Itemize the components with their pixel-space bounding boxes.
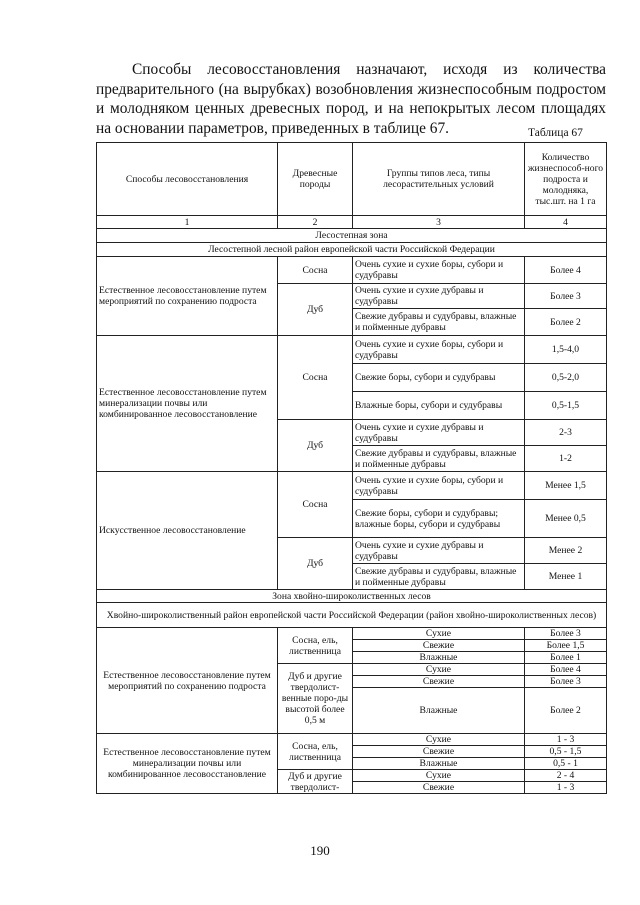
forest-type-cell: Влажные [353,688,525,734]
forest-type-cell: Свежие [353,676,525,688]
forest-type-cell: Очень сухие и сухие дубравы и судубравы [353,538,525,564]
species-cell: Сосна [278,336,353,420]
quantity-cell: 1-2 [525,446,607,472]
table-row [97,628,607,640]
quantity-cell: Менее 1,5 [525,472,607,500]
quantity-cell: Более 4 [525,257,607,284]
quantity-cell: 1 - 3 [525,734,607,746]
header-forest-types: Группы типов леса, типы лесорастительных условий [353,143,525,216]
region-title: Лесостепной лесной район европейской части Российской Федерации [97,243,607,257]
forest-type-cell: Очень сухие и сухие боры, субори и судубравы [353,472,525,500]
forest-type-cell: Сухие [353,628,525,640]
forest-type-cell: Свежие [353,782,525,794]
quantity-cell: 2-3 [525,420,607,446]
forest-type-cell: Очень сухие и сухие дубравы и судубравы [353,284,525,309]
table-row [97,336,607,364]
forest-type-cell: Свежие боры, субори и судубравы; влажные боры, субори и судубравы [353,500,525,538]
region-row [97,603,607,628]
header-num: 4 [525,216,607,229]
quantity-cell: Более 3 [525,628,607,640]
forest-type-cell: Свежие дубравы и судубравы, влажные и пойменные дубравы [353,309,525,336]
forest-type-cell: Свежие дубравы и судубравы, влажные и пойменные дубравы [353,564,525,590]
quantity-cell: 0,5 - 1 [525,758,607,770]
method-cell: Естественное лесовосстановление путем минерализации почвы или комбинированное лесовосстановление [97,734,278,794]
intro-paragraph: Способы лесовосстановления назначают, исходя из количества предварительного (на вырубках) возобновления жизнеспособным подростом и молодняком ценных древесных пород, и на непокрытых лесом площадях на основании параметров, приведенных в таблице 67. [96,61,606,137]
method-cell: Искусственное лесовосстановление [97,472,278,590]
species-cell: Дуб [278,420,353,472]
quantity-cell: 1 - 3 [525,782,607,794]
forest-type-cell: Сухие [353,770,525,782]
species-cell: Сосна [278,472,353,538]
species-cell: Сосна [278,257,353,284]
table-row [97,257,607,284]
header-num: 3 [353,216,525,229]
region-row [97,243,607,257]
quantity-cell: Менее 1 [525,564,607,590]
quantity-cell: Более 3 [525,284,607,309]
header-num: 2 [278,216,353,229]
forest-type-cell: Очень сухие и сухие боры, субори и судубравы [353,257,525,284]
quantity-cell: 2 - 4 [525,770,607,782]
region-title: Хвойно-широколиственный район европейской части Российской Федерации (район хвойно-широколиственных лесов) [97,603,607,628]
species-cell: Дуб и другие твердолист-венные поро-ды высотой более 0,5 м [278,664,353,734]
quantity-cell: Более 1,5 [525,640,607,652]
forest-type-cell: Сухие [353,734,525,746]
quantity-cell: 0,5-1,5 [525,392,607,420]
forest-type-cell: Очень сухие и сухие боры, субори и судубравы [353,336,525,364]
header-quantity: Количество жизнеспособ-ного подроста и молодняка, тыс.шт. на 1 га [525,143,607,216]
quantity-cell: 1,5-4,0 [525,336,607,364]
forest-type-cell: Влажные боры, субори и судубравы [353,392,525,420]
table-row [97,734,607,746]
header-number-row [97,216,607,229]
quantity-cell: 0,5-2,0 [525,364,607,392]
reforestation-table [96,142,607,794]
forest-type-cell: Влажные [353,758,525,770]
header-row [97,143,607,216]
method-cell: Естественное лесовосстановление путем мероприятий по сохранению подроста [97,628,278,734]
quantity-cell: Более 2 [525,688,607,734]
table-row [97,472,607,500]
header-species: Древесные породы [278,143,353,216]
forest-type-cell: Свежие боры, субори и судубравы [353,364,525,392]
page-number: 190 [310,843,330,858]
species-cell: Сосна, ель, лиственница [278,734,353,770]
species-cell: Дуб и другие твердолист- [278,770,353,794]
method-cell: Естественное лесовосстановление путем мероприятий по сохранению подроста [97,257,278,336]
quantity-cell: Более 2 [525,309,607,336]
header-methods: Способы лесовосстановления [97,143,278,216]
quantity-cell: Более 1 [525,652,607,664]
forest-type-cell: Свежие [353,746,525,758]
quantity-cell: 0,5 - 1,5 [525,746,607,758]
method-cell: Естественное лесовосстановление путем минерализации почвы или комбинированное лесовосстановление [97,336,278,472]
forest-type-cell: Свежие [353,640,525,652]
forest-type-cell: Очень сухие и сухие дубравы и судубравы [353,420,525,446]
quantity-cell: Менее 2 [525,538,607,564]
zone-row [97,590,607,603]
forest-type-cell: Влажные [353,652,525,664]
species-cell: Дуб [278,538,353,590]
zone-title: Лесостепная зона [97,229,607,243]
forest-type-cell: Сухие [353,664,525,676]
quantity-cell: Более 4 [525,664,607,676]
header-num: 1 [97,216,278,229]
quantity-cell: Более 3 [525,676,607,688]
table-caption: Таблица 67 [528,127,583,139]
species-cell: Сосна, ель, лиственница [278,628,353,664]
quantity-cell: Менее 0,5 [525,500,607,538]
zone-row [97,229,607,243]
forest-type-cell: Свежие дубравы и судубравы, влажные и пойменные дубравы [353,446,525,472]
zone-title: Зона хвойно-широколиственных лесов [97,590,607,603]
species-cell: Дуб [278,284,353,336]
